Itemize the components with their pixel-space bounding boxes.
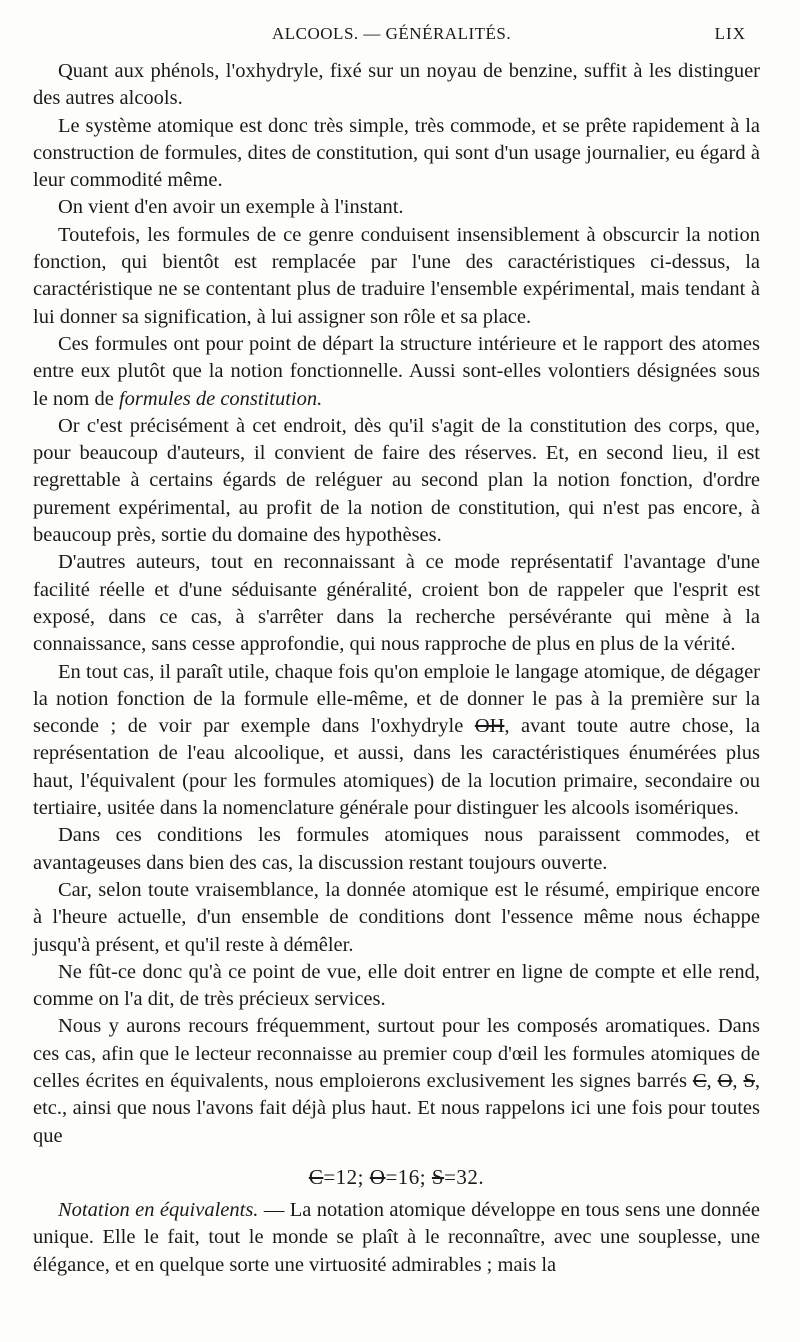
paragraph-reserves: Or c'est précisément à cet endroit, dès qu'il s'agit de la constitution des corps, que, pour beaucoup d'auteurs, il convient de faire des réserves. Et, en second lieu, il est regrettable à certains égards de reléguer au second plan la notion fonction, d'ordre purement expérimental, au profit de la notion de constitution, qui n'est pas encore, à beaucoup près, sortie du domaine des hypothèses.	[33, 414, 760, 547]
paragraph-en-tout-cas-text: En tout cas, il paraît utile, chaque fois qu'on emploie le langage atomique, de dégager la notion fonction de la formule elle-même, et de donner le pas à la première sur la seconde ; de voir par exemple dans l'oxhydryle	[33, 660, 760, 738]
barred-s-symbol: S	[743, 1069, 755, 1092]
formula-oxygen-symbol: O	[369, 1164, 386, 1189]
formula-oxygen-value: =16;	[385, 1164, 432, 1189]
separator: ,	[732, 1069, 744, 1092]
page-number: LIX	[714, 24, 746, 43]
formula-carbon-value: =12;	[323, 1164, 370, 1189]
paragraph-recours-continued: , etc., ainsi que nous l'avons fait déjà plus haut. Et nous rappelons ici une fois pour toutes que	[33, 1069, 761, 1147]
paragraph-recours	[33, 1013, 760, 1149]
paragraph-phenols: Quant aux phénols, l'oxhydryle, fixé sur un noyau de benzine, suffit à les distinguer des autres alcools.	[33, 60, 760, 110]
separator: ,	[706, 1069, 718, 1092]
paragraph-en-tout-cas	[33, 659, 760, 823]
section-heading-notation: Notation en équivalents.	[58, 1199, 259, 1222]
paragraph-vraisemblance: Car, selon toute vraisemblance, la donnée atomique est le résumé, empirique encore à l'heure actuelle, d'un ensemble de conditions dont l'essence même nous échappe jusqu'à présent, et qu'il reste à démêler.	[33, 878, 760, 956]
paragraph-notation-equivalents	[33, 1197, 760, 1279]
paragraph-en-tout-cas-continued: , avant toute autre chose, la représentation de l'eau alcoolique, et aussi, dans les caractéristiques énumérées plus haut, l'équivalent (pour les formules atomiques) de la locution primaire, secondaire ou tertiaire, usitée dans la nomenclature générale pour distinguer les alcools isomériques.	[33, 715, 761, 820]
running-head: ALCOOLS. — GÉNÉRALITÉS.	[272, 24, 512, 43]
barred-oh-symbol: OH	[474, 715, 505, 738]
paragraph-other-authors: D'autres auteurs, tout en reconnaissant à ce mode représentatif l'avantage d'une facilité réelle et d'une séduisante généralité, croient bon de rappeler que l'esprit est exposé, dans ce cas, à s'arrêter dans la recherche persévérante qui mène à la connaissance, sans cesse approfondie, qui nous rapproche de plus en plus de la vérité.	[33, 551, 760, 656]
paragraph-structure	[33, 331, 760, 413]
formula-sulfur-value: =32.	[444, 1164, 485, 1189]
paragraph-notation-text: — La notation atomique développe en tous sens une donnée unique. Elle le fait, tout le monde se plaît à le reconnaître, avec une souplesse, une élégance, et en quelque sorte une virtuosité admirables ; mais la	[33, 1199, 760, 1276]
term-formules-de-constitution: formules de constitution.	[118, 387, 323, 410]
atomic-weights-formula	[33, 1164, 760, 1191]
paragraph-atomic-system: Le système atomique est donc très simple, très commode, et se prête rapidement à la construction de formules, dites de constitution, qui sont d'un usage journalier, eu égard à leur commodité même.	[33, 114, 760, 192]
paragraph-point-de-vue: Ne fût-ce donc qu'à ce point de vue, elle doit entrer en ligne de compte et elle rend, comme on l'a dit, de très précieux services.	[33, 960, 760, 1011]
formula-sulfur-symbol: S	[431, 1164, 445, 1189]
formula-carbon-symbol: C	[308, 1164, 324, 1189]
paragraph-structure-text: Ces formules ont pour point de départ la structure intérieure et le rapport des atomes entre eux plutôt que la notion fonctionnelle. Aussi sont-elles volontiers désignées sous le nom de	[33, 332, 760, 410]
paragraph-conditions: Dans ces conditions les formules atomiques nous paraissent commodes, et avantageuses dans bien des cas, la discussion restant toujours ouverte.	[33, 824, 760, 874]
page-body	[33, 58, 760, 1279]
paragraph-recours-text: Nous y aurons recours fréquemment, surtout pour les composés aromatiques. Dans ces cas, afin que le lecteur reconnaisse au premier coup d'œil les formules atomiques de celles écrites en équivalents, nous emploierons exclusivement les signes barrés	[33, 1015, 760, 1092]
barred-o-symbol: O	[717, 1069, 733, 1092]
page-header	[0, 20, 800, 50]
paragraph-toutefois: Toutefois, les formules de ce genre conduisent insensiblement à obscurcir la notion fonction, qui bientôt est remplacée par l'une des caractéristiques ci-dessus, la caractéristique ne se contentant plus de traduire l'ensemble expérimental, mais tendant à lui donner sa signification, à lui assigner son rôle et sa place.	[33, 223, 760, 328]
barred-c-symbol: C	[692, 1069, 707, 1092]
paragraph-example: On vient d'en avoir un exemple à l'instant.	[58, 196, 404, 219]
